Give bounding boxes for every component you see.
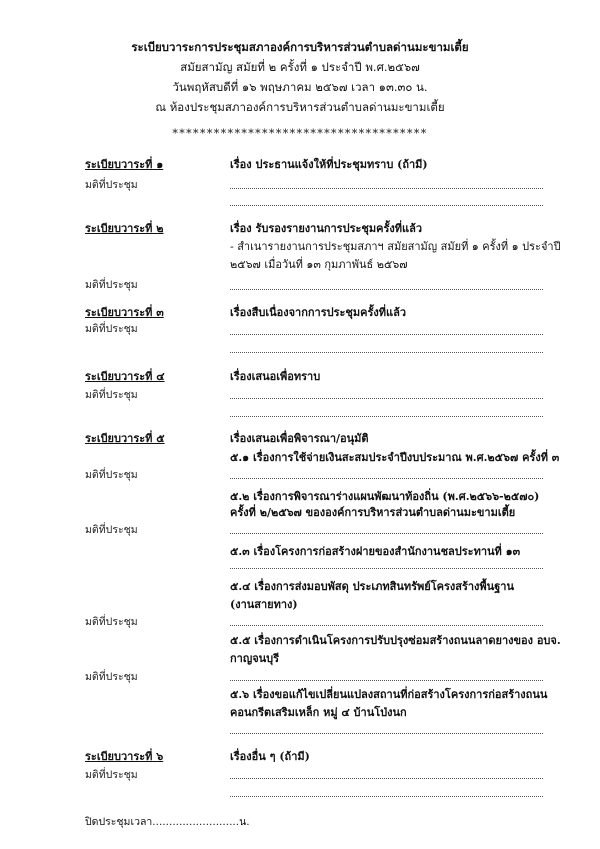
closing-time-blank: .......................... <box>152 816 240 828</box>
venue-line: ณ ห้องประชุมสภาองค์การบริหารส่วนตำบลด่านมะขามเตี้ย <box>155 100 445 114</box>
agenda-2-title: เรื่อง รับรองรายงานการประชุมครั้งที่แล้ว <box>230 222 423 235</box>
agenda-2-resolution-label: มติที่ประชุม <box>85 279 138 291</box>
agenda-3-resolution-line-1 <box>230 334 543 335</box>
agenda-4-resolution-label: มติที่ประชุม <box>85 389 138 401</box>
agenda-5-4-resolution-label: มติที่ประชุม <box>85 616 138 628</box>
agenda-2-resolution-line <box>230 289 543 290</box>
agenda-5-5-line-1: ๕.๕ เรื่องการดำเนินโครงการปรับปรุงซ่อมสร้างถนนลาดยางของ อบจ. <box>230 634 561 647</box>
separator: ************************************* <box>172 127 428 140</box>
agenda-5-2-resolution-line <box>230 533 543 534</box>
agenda-2-detail-line-2: ๒๕๖๗ เมื่อวันที่ ๑๓ กุมภาพันธ์ ๒๕๖๗ <box>230 258 408 271</box>
agenda-5-3-resolution-line <box>230 568 543 569</box>
agenda-5-1-resolution-label: มติที่ประชุม <box>85 469 138 481</box>
agenda-6-resolution-label: มติที่ประชุม <box>85 769 138 781</box>
agenda-4-resolution-line-1 <box>230 398 543 399</box>
agenda-5-6-resolution-line <box>230 733 543 734</box>
agenda-6-label: ระเบียบวาระที่ ๖ <box>85 750 164 763</box>
agenda-5-3-line-1: ๕.๓ เรื่องโครงการก่อสร้างฝายของสำนักงานชลประทานที่ ๑๓ <box>230 545 521 558</box>
agenda-4-title: เรื่องเสนอเพื่อทราบ <box>230 370 321 383</box>
date-time-line: วันพฤหัสบดีที่ ๑๖ พฤษภาคม ๒๕๖๗ เวลา ๑๓.๓๐ น. <box>172 80 428 94</box>
agenda-5-5-resolution-label: มติที่ประชุม <box>85 671 138 683</box>
agenda-3-label: ระเบียบวาระที่ ๓ <box>85 306 164 319</box>
agenda-6-resolution-line-2 <box>230 796 543 797</box>
closing-time-line <box>85 815 250 829</box>
document-title: ระเบียบวาระการประชุมสภาองค์การบริหารส่วนตำบลด่านมะขามเตี้ย <box>131 40 469 54</box>
agenda-5-4-line-2: (งานสายทาง) <box>230 598 298 611</box>
agenda-1-resolution-label: มติที่ประชุม <box>85 179 138 191</box>
agenda-4-label: ระเบียบวาระที่ ๔ <box>85 370 165 383</box>
agenda-6-title: เรื่องอื่น ๆ (ถ้ามี) <box>230 750 310 763</box>
agenda-1-resolution-line-1 <box>230 188 543 189</box>
closing-time-label: ปิดประชุมเวลา <box>85 816 153 828</box>
agenda-1-title: เรื่อง ประธานแจ้งให้ที่ประชุมทราบ (ถ้ามี) <box>230 158 428 171</box>
agenda-5-2-resolution-label: มติที่ประชุม <box>85 524 138 536</box>
agenda-4-resolution-line-2 <box>230 416 543 417</box>
agenda-5-2-line-1: ๕.๒ เรื่องการพิจารณาร่างแผนพัฒนาท้องถิ่น (พ.ศ.๒๕๖๖-๒๕๗๐) <box>230 490 540 503</box>
agenda-5-6-line-2: คอนกรีตเสริมเหล็ก หมู่ ๔ บ้านโป่งนก <box>230 706 407 719</box>
session-line: สมัยสามัญ สมัยที่ ๒ ครั้งที่ ๑ ประจำปี พ.ศ.๒๕๖๗ <box>180 60 420 74</box>
agenda-5-4-resolution-line <box>230 625 543 626</box>
agenda-3-resolution-line-2 <box>230 352 543 353</box>
agenda-5-5-resolution-line <box>230 680 543 681</box>
agenda-6-resolution-line-1 <box>230 778 543 779</box>
agenda-5-5-line-2: กาญจนบุรี <box>230 652 280 665</box>
agenda-3-title: เรื่องสืบเนื่องจากการประชุมครั้งที่แล้ว <box>230 306 407 319</box>
agenda-2-detail-line-1: - สำเนารายงานการประชุมสภาฯ สมัยสามัญ สมัยที่ ๑ ครั้งที่ ๑ ประจำปี <box>230 240 561 253</box>
agenda-5-title: เรื่องเสนอเพื่อพิจารณา/อนุมัติ <box>230 432 369 445</box>
agenda-5-6-line-1: ๕.๖ เรื่องขอแก้ไขเปลี่ยนแปลงสถานที่ก่อสร้างโครงการก่อสร้างถนน <box>230 688 548 701</box>
agenda-5-label: ระเบียบวาระที่ ๕ <box>85 432 165 445</box>
agenda-2-label: ระเบียบวาระที่ ๒ <box>85 222 164 235</box>
closing-time-unit: น. <box>239 816 250 828</box>
agenda-3-resolution-label: มติที่ประชุม <box>85 323 138 335</box>
agenda-5-4-line-1: ๕.๔ เรื่องการส่งมอบพัสดุ ประเภทสินทรัพย์โครงสร้างพื้นฐาน <box>230 580 514 593</box>
agenda-1-resolution-line-2 <box>230 205 543 206</box>
agenda-1-label: ระเบียบวาระที่ ๑ <box>85 158 164 171</box>
agenda-5-2-line-2: ครั้งที่ ๒/๒๕๖๗ ขององค์การบริหารส่วนตำบลด่านมะขามเตี้ย <box>230 506 516 519</box>
agenda-5-1-resolution-line <box>230 478 543 479</box>
agenda-5-1-line-1: ๕.๑ เรื่องการใช้จ่ายเงินสะสมประจำปีงบประมาณ พ.ศ.๒๕๖๗ ครั้งที่ ๓ <box>230 451 560 464</box>
